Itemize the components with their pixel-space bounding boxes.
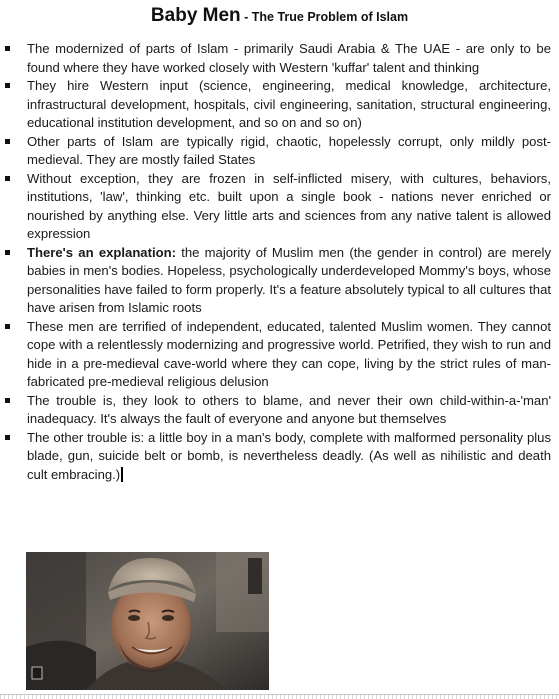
bullet-marker-icon (5, 176, 10, 181)
bullet-text: Without exception, they are frozen in self-inflicted misery, with cultures, behaviors, institutions, 'law', thinking etc. built upon a single book - nations never enriched or nourished by anything else. Very little arts and sciences from any native talent is allowed expression (27, 170, 551, 241)
bullet-text: These men are terrified of independent, educated, talented Muslim women. They cannot cope with a relentlessly modernizing and progressive world. Petrified, they wish to run and hide in a pre-medieval cave-world where they can cope, living by the strict rules of man-fabricated pre-medieval religious delusion (27, 318, 551, 389)
bullet-bold-lead: There's an explanation: (27, 244, 176, 260)
bullet-marker-icon (5, 324, 10, 329)
bullet-text: The modernized of parts of Islam - primarily Saudi Arabia & The UAE - are only to be found where they have worked closely with Western 'kuffar' talent and thinking (27, 41, 551, 75)
title-subtitle: - The True Problem of Islam (240, 10, 409, 24)
bullet-text: the majority of Muslim men (the gender in control) are merely babies in men's bodies. Hopeless, psychologically underdeveloped Mommy's boys, whose personalities have failed to form properly. It's a feature absolutely typical to all cultures that have arisen from Islamic roots (27, 244, 551, 315)
bullet-marker-icon (5, 435, 10, 440)
bullet-marker-icon (5, 83, 10, 88)
bullet-item[interactable] (0, 392, 559, 429)
bullet-item[interactable] (0, 318, 559, 392)
page-bottom-edge (0, 695, 559, 699)
bullet-item[interactable] (0, 429, 559, 485)
bullet-text: They hire Western input (science, engineering, medical knowledge, architecture, infrastructural development, hospitals, civil engineering, sanitation, structural engineering, educational institution development, and so on and so on) (27, 78, 551, 130)
bullet-item[interactable] (0, 40, 559, 77)
bullet-item[interactable] (0, 170, 559, 244)
bullet-item[interactable] (0, 244, 559, 318)
bullet-marker-icon (5, 250, 10, 255)
bullet-marker-icon (5, 398, 10, 403)
bullet-list (0, 40, 559, 484)
page-title (0, 5, 559, 27)
embedded-photo[interactable] (26, 552, 269, 690)
bullet-text: Other parts of Islam are typically rigid, chaotic, hopelessly corrupt, only mildly post-medieval. They are mostly failed States (27, 133, 551, 167)
bullet-marker-icon (5, 139, 10, 144)
bullet-item[interactable] (0, 77, 559, 133)
bullet-marker-icon (5, 46, 10, 51)
bullet-item[interactable] (0, 133, 559, 170)
text-cursor (121, 467, 123, 482)
photo-illustration (26, 552, 269, 690)
title-main: Baby Men (150, 5, 241, 26)
bullet-text: The trouble is, they look to others to blame, and never their own child-within-a-'man' inadequacy. It's always the fault of everyone and anyone but themselves (27, 392, 551, 426)
bullet-text: The other trouble is: a little boy in a man's body, complete with malformed personality plus blade, gun, suicide belt or bomb, is nevertheless deadly. (As well as nihilistic and death cult embracing.) (27, 429, 551, 482)
